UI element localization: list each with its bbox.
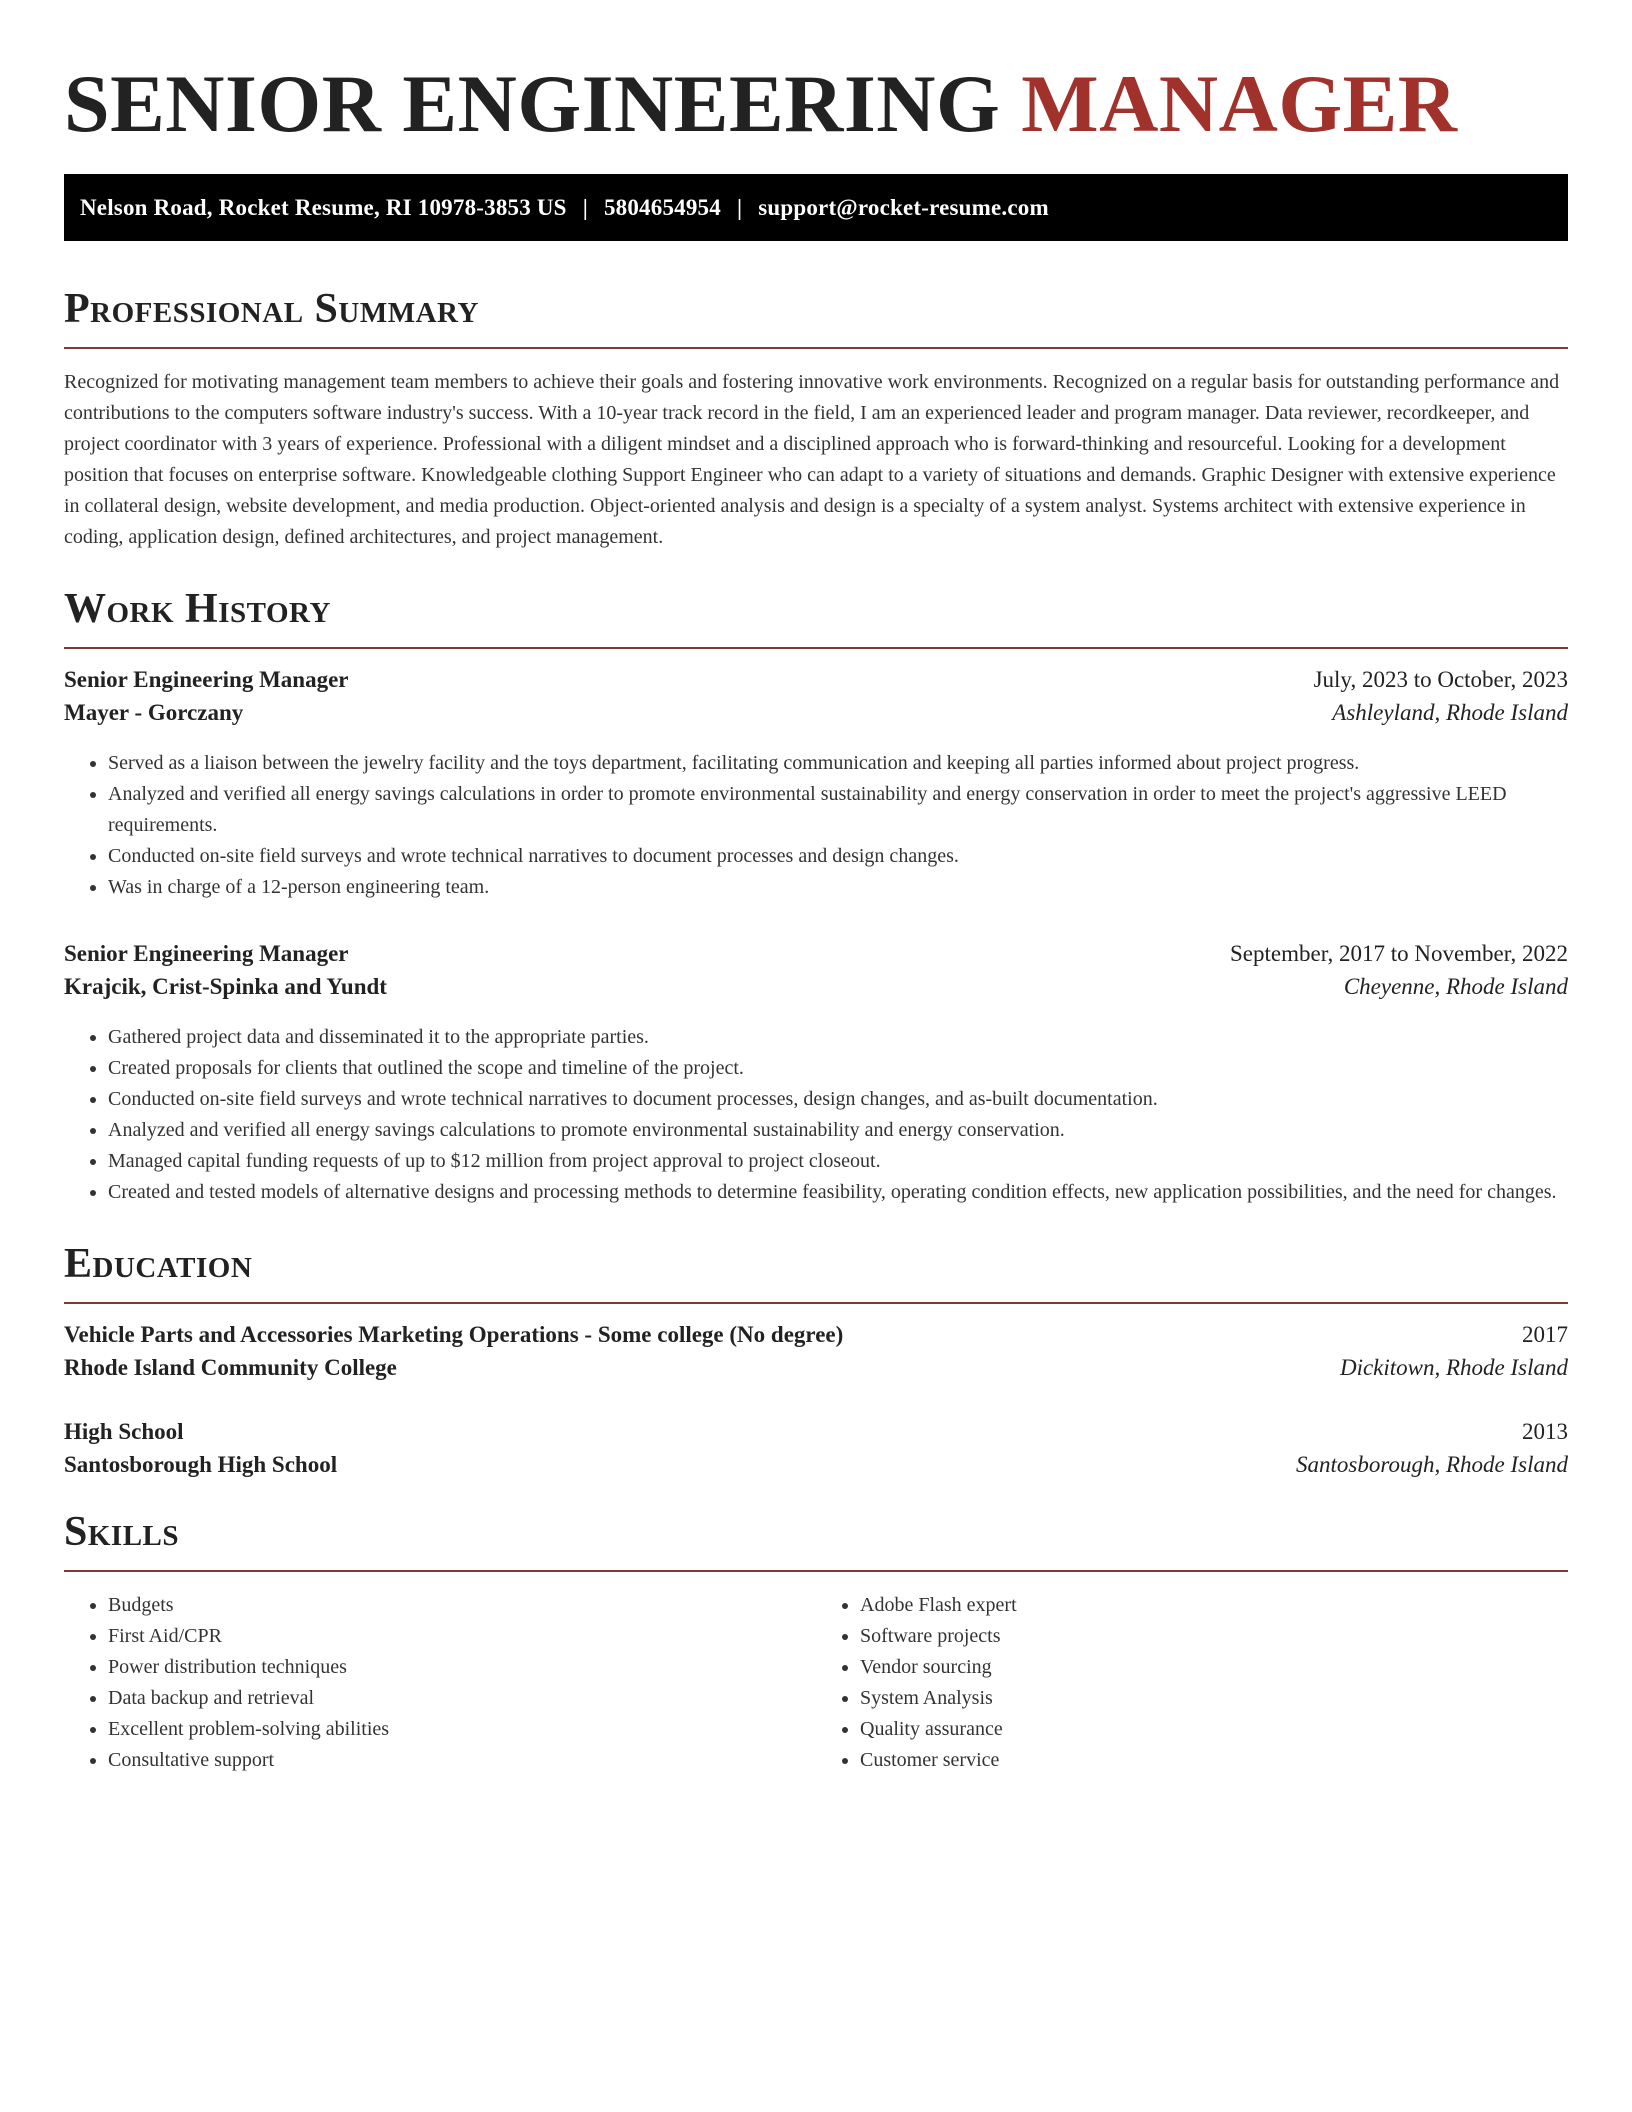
summary-heading: Professional Summary (64, 285, 1568, 349)
title-accent: MANAGER (1021, 58, 1458, 149)
job-dates: September, 2017 to November, 2022 (1230, 941, 1568, 966)
summary-section (64, 285, 1568, 553)
title-main: SENIOR ENGINEERING (64, 58, 1001, 149)
skill-item: • Budgets (108, 1590, 816, 1621)
job-location: Ashleyland, Rhode Island (1332, 700, 1568, 725)
job-bullet: • Conducted on-site field surveys and wrote technical narratives to document processes and design changes. (108, 841, 1568, 872)
education-entry (64, 1322, 1568, 1381)
education-school: Rhode Island Community College (64, 1355, 397, 1380)
job-bullet: • Analyzed and verified all energy savings calculations in order to promote environmental sustainability and energy conservation in order to meet the project's aggressive LEED requirements. (108, 779, 1568, 841)
skills-list-right (816, 1590, 1568, 1776)
job-bullet: • Created and tested models of alternative designs and processing methods to determine feasibility, operating condition effects, new application possibilities, and the need for changes. (108, 1177, 1568, 1208)
summary-text: Recognized for motivating management team members to achieve their goals and fostering innovative work environments. Recognized on a regular basis for outstanding performance and contributions to the computers software industry's success. With a 10-year track record in the field, I am an experienced leader and program manager. Data reviewer, recordkeeper, and project coordinator with 3 years of experience. Professional with a diligent mindset and a disciplined approach who is forward-thinking and resourceful. Looking for a development position that focuses on enterprise software. Knowledgeable clothing Support Engineer who can adapt to a variety of situations and demands. Graphic Designer with extensive experience in collateral design, website development, and media production. Object-oriented analysis and design is a specialty of a system analyst. Systems architect with extensive experience in coding, application design, defined architectures, and project management. (64, 371, 1560, 548)
skill-item: • System Analysis (860, 1683, 1568, 1714)
skill-item: • Vendor sourcing (860, 1652, 1568, 1683)
job-location: Cheyenne, Rhode Island (1343, 974, 1568, 999)
education-location: Dickitown, Rhode Island (1339, 1355, 1568, 1380)
work-history-heading: Work History (64, 585, 1568, 649)
resume-title (64, 58, 1568, 150)
education-degree: High School (64, 1419, 184, 1444)
education-location: Santosborough, Rhode Island (1296, 1452, 1568, 1477)
skill-item: • Power distribution techniques (108, 1652, 816, 1683)
job-entry (64, 667, 1568, 903)
contact-bar (64, 174, 1568, 241)
skill-item: • Data backup and retrieval (108, 1683, 816, 1714)
skill-item: • Customer service (860, 1745, 1568, 1776)
education-year: 2013 (1522, 1419, 1568, 1444)
job-dates: July, 2023 to October, 2023 (1313, 667, 1568, 692)
job-bullets (64, 748, 1568, 903)
education-degree: Vehicle Parts and Accessories Marketing Operations - Some college (No degree) (64, 1322, 844, 1347)
skill-item: • Quality assurance (860, 1714, 1568, 1745)
skill-item: • Adobe Flash expert (860, 1590, 1568, 1621)
job-bullet: • Gathered project data and disseminated it to the appropriate parties. (108, 1022, 1568, 1053)
contact-separator: | (736, 194, 743, 220)
job-bullet: • Was in charge of a 12-person engineering team. (108, 872, 1568, 903)
education-entry (64, 1419, 1568, 1478)
skills-heading: Skills (64, 1508, 1568, 1572)
skill-item: • Excellent problem-solving abilities (108, 1714, 816, 1745)
job-company: Krajcik, Crist-Spinka and Yundt (64, 974, 387, 999)
contact-phone: 5804654954 (603, 194, 721, 220)
contact-separator: | (582, 194, 588, 220)
education-school: Santosborough High School (64, 1452, 338, 1477)
job-role: Senior Engineering Manager (64, 941, 349, 966)
job-bullets (64, 1022, 1568, 1208)
job-bullet: • Served as a liaison between the jewelry facility and the toys department, facilitating communication and keeping all parties informed about project progress. (108, 748, 1568, 779)
job-bullet: • Managed capital funding requests of up to $12 million from project approval to project closeout. (108, 1146, 1568, 1177)
job-role: Senior Engineering Manager (64, 667, 349, 692)
skill-item: • Consultative support (108, 1745, 816, 1776)
education-year: 2017 (1522, 1322, 1568, 1347)
job-bullet: • Conducted on-site field surveys and wrote technical narratives to document processes, design changes, and as-built documentation. (108, 1084, 1568, 1115)
skills-section (64, 1508, 1568, 1776)
job-bullet: • Analyzed and verified all energy savings calculations to promote environmental sustainability and energy conservation. (108, 1115, 1568, 1146)
skill-item: • Software projects (860, 1621, 1568, 1652)
contact-email: support@rocket-resume.com (758, 194, 1049, 220)
job-entry (64, 941, 1568, 1208)
contact-address: Nelson Road, Rocket Resume, RI 10978-3853 US (80, 194, 567, 220)
skills-columns (64, 1590, 1568, 1776)
job-bullet: • Created proposals for clients that outlined the scope and timeline of the project. (108, 1053, 1568, 1084)
education-heading: Education (64, 1240, 1568, 1304)
skills-list-left (64, 1590, 816, 1776)
education-section (64, 1240, 1568, 1478)
job-company: Mayer - Gorczany (64, 700, 244, 725)
skill-item: • First Aid/CPR (108, 1621, 816, 1652)
work-history-section (64, 585, 1568, 1208)
